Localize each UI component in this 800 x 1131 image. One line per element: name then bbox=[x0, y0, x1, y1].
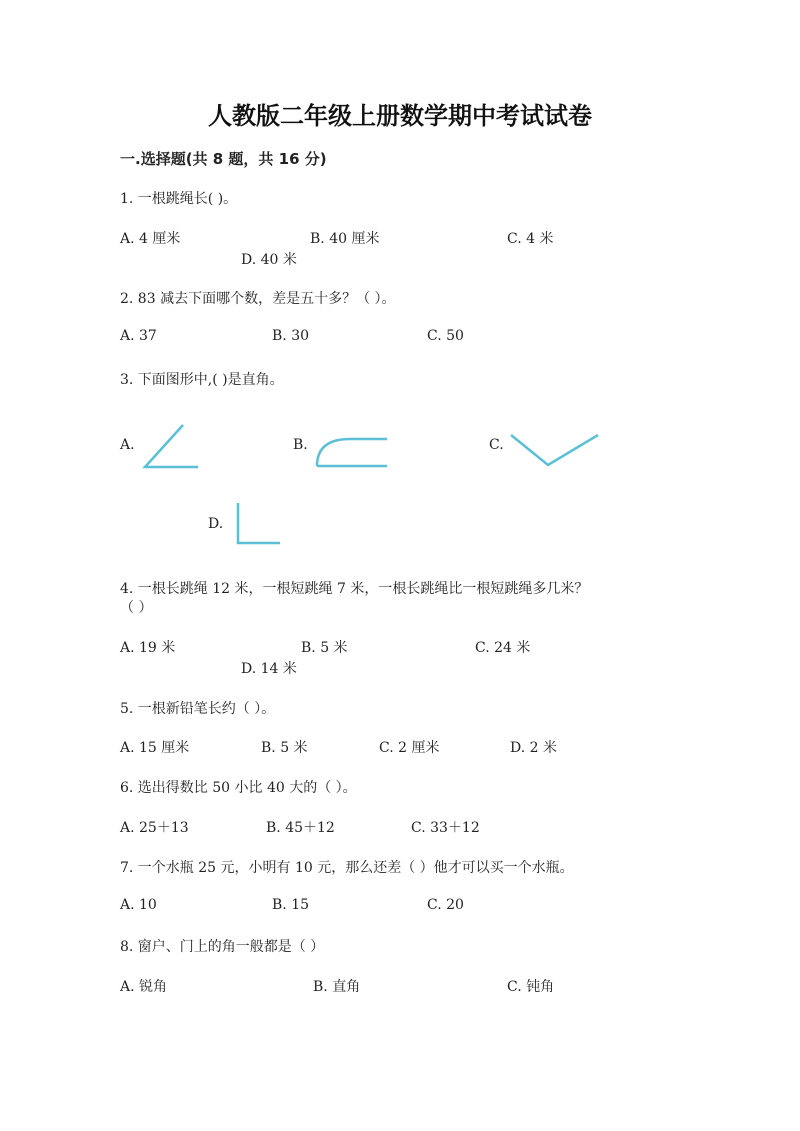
curved-figure bbox=[312, 432, 392, 472]
q5-option-c[interactable]: C. 2 厘米 bbox=[379, 740, 440, 756]
question-6-stem: 6. 选出得数比 50 小比 40 大的（ ）。 bbox=[120, 780, 357, 796]
q4-option-c[interactable]: C. 24 米 bbox=[475, 640, 531, 656]
q5-option-d[interactable]: D. 2 米 bbox=[510, 740, 557, 756]
q5-option-a[interactable]: A. 15 厘米 bbox=[120, 740, 190, 756]
q4-option-d[interactable]: D. 14 米 bbox=[241, 661, 297, 677]
question-3-stem: 3. 下面图形中,( )是直角。 bbox=[120, 372, 284, 388]
q3-option-c[interactable]: C. bbox=[489, 437, 504, 453]
q1-option-d[interactable]: D. 40 米 bbox=[241, 252, 297, 268]
right-angle-figure bbox=[232, 500, 287, 550]
q2-option-a[interactable]: A. 37 bbox=[120, 328, 157, 344]
q5-option-b[interactable]: B. 5 米 bbox=[261, 740, 308, 756]
q3-option-b[interactable]: B. bbox=[293, 437, 308, 453]
q1-option-a[interactable]: A. 4 厘米 bbox=[120, 231, 181, 247]
q7-option-b[interactable]: B. 15 bbox=[272, 897, 310, 913]
question-4-stem: 4. 一根长跳绳 12 米，一根短跳绳 7 米，一根长跳绳比一根短跳绳多几米？ bbox=[120, 581, 589, 597]
q7-option-a[interactable]: A. 10 bbox=[120, 897, 157, 913]
acute-angle-lines bbox=[145, 425, 198, 467]
question-8-stem: 8. 窗户、门上的角一般都是（ ） bbox=[120, 939, 325, 955]
q3-option-d[interactable]: D. bbox=[208, 516, 224, 532]
q2-option-c[interactable]: C. 50 bbox=[427, 328, 464, 344]
question-5-stem: 5. 一根新铅笔长约（ ）。 bbox=[120, 701, 276, 717]
q1-option-c[interactable]: C. 4 米 bbox=[507, 231, 554, 247]
q4-option-b[interactable]: B. 5 米 bbox=[301, 640, 348, 656]
acute-angle-figure bbox=[140, 422, 200, 472]
obtuse-angle-figure bbox=[508, 430, 603, 470]
q6-option-c[interactable]: C. 33＋12 bbox=[411, 820, 480, 836]
q8-option-c[interactable]: C. 钝角 bbox=[507, 979, 555, 995]
question-2-stem: 2. 83 减去下面哪个数，差是五十多？（ ）。 bbox=[120, 291, 396, 307]
q1-option-b[interactable]: B. 40 厘米 bbox=[310, 231, 380, 247]
q6-option-b[interactable]: B. 45＋12 bbox=[266, 820, 335, 836]
q7-option-c[interactable]: C. 20 bbox=[427, 897, 464, 913]
q3-option-a[interactable]: A. bbox=[120, 437, 135, 453]
right-angle-lines bbox=[238, 503, 280, 543]
question-4-answer-blank: （ ） bbox=[120, 600, 153, 616]
q8-option-a[interactable]: A. 锐角 bbox=[120, 979, 168, 995]
obtuse-angle-lines bbox=[511, 435, 598, 465]
curved-figure-lines bbox=[317, 439, 387, 466]
page-title: 人教版二年级上册数学期中考试试卷 bbox=[208, 102, 592, 130]
question-1-stem: 1. 一根跳绳长( )。 bbox=[120, 191, 238, 207]
section-heading: 一.选择题(共 8 题，共 16 分) bbox=[120, 150, 327, 168]
q4-option-a[interactable]: A. 19 米 bbox=[120, 640, 176, 656]
q8-option-b[interactable]: B. 直角 bbox=[313, 979, 361, 995]
question-7-stem: 7. 一个水瓶 25 元，小明有 10 元，那么还差（ ）他才可以买一个水瓶。 bbox=[120, 860, 574, 876]
q2-option-b[interactable]: B. 30 bbox=[272, 328, 310, 344]
q6-option-a[interactable]: A. 25＋13 bbox=[120, 820, 189, 836]
